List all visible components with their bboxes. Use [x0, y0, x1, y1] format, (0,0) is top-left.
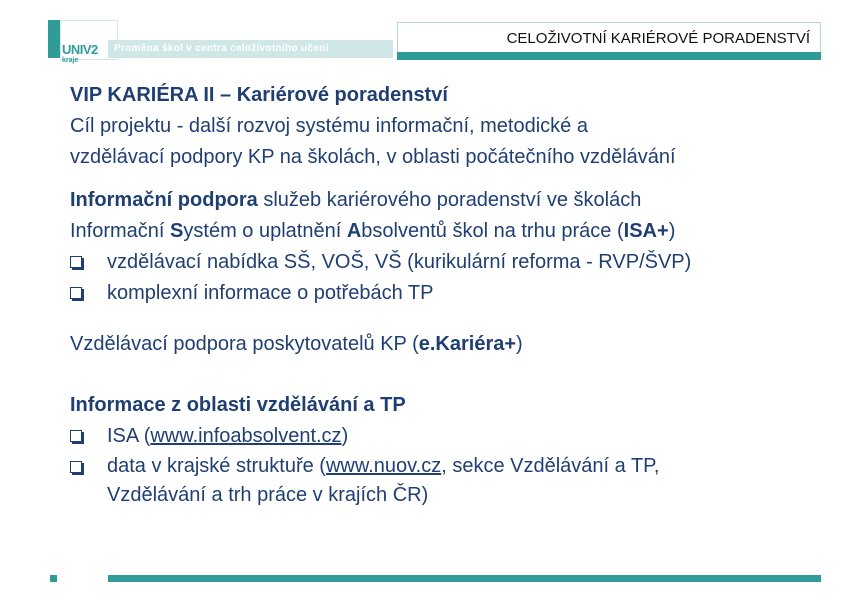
goal-line-1: Cíl projektu - další rozvoj systému informační, metodické a — [70, 115, 588, 137]
edu-support-line — [70, 329, 822, 360]
isa-part: Informační — [70, 220, 171, 242]
infoabsolvent-link[interactable]: www.infoabsolvent.cz — [150, 425, 342, 447]
bullet-item-education-offer — [70, 247, 822, 278]
isa-part: ystém o uplatnění — [183, 220, 347, 242]
checkbox-bullet-icon — [70, 430, 82, 442]
bullet-text: ISA ( — [107, 425, 151, 447]
logo-text: UNIV2 — [62, 42, 98, 57]
edu-support-text: ) — [516, 333, 523, 355]
isa-bold: A — [346, 220, 362, 242]
bullet-text: data v krajské struktuře ( — [107, 455, 326, 477]
edu-support-text: Vzdělávací podpora poskytovatelů KP ( — [70, 333, 419, 355]
slide-content — [70, 80, 822, 510]
logo-block — [48, 20, 60, 58]
isa-bold: S — [170, 220, 184, 242]
bullet-item-regional-data — [70, 452, 822, 510]
page-header-title: CELOŽIVOTNÍ KARIÉROVÉ PORADENSTVÍ — [506, 30, 810, 47]
bullet-item-labor-market-info — [70, 278, 822, 309]
checkbox-bullet-icon — [70, 287, 82, 299]
checkbox-bullet-icon — [70, 461, 82, 473]
edu-support-bold: e.Kariéra+ — [418, 333, 517, 355]
info-support-line — [70, 185, 822, 216]
bullet-text: ) — [341, 425, 349, 447]
bullet-text: , sekce Vzdělávání a TP, — [441, 455, 660, 477]
goal-line-2: vzdělávací podpory KP na školách, v oblasti počátečního vzdělávání — [70, 146, 676, 168]
checkbox-bullet-icon — [70, 256, 82, 268]
bullet-text: komplexní informace o potřebách TP — [107, 282, 434, 304]
bullet-text: Vzdělávání a trh práce v krajích ČR) — [107, 484, 429, 506]
info-heading: Informace z oblasti vzdělávání a TP — [70, 394, 406, 416]
bullet-item-isa — [70, 421, 822, 452]
nuov-link[interactable]: www.nuov.cz — [325, 455, 442, 477]
isa-part: ) — [668, 220, 676, 242]
header-accent-bar — [397, 52, 821, 60]
isa-bold: ISA+ — [623, 220, 669, 242]
footer-bar — [108, 575, 821, 582]
slide-title: VIP KARIÉRA II – Kariérové poradenství — [70, 84, 448, 106]
isa-line — [70, 216, 822, 247]
info-support-rest: služeb kariérového poradenství ve školách — [257, 189, 642, 211]
info-support-bold: Informační podpora — [70, 189, 258, 211]
logo-subtext: kraje — [62, 57, 79, 64]
tagline: Proměna škol v centra celoživotního učení — [114, 43, 329, 54]
isa-part: bsolventů škol na trhu práce ( — [361, 220, 624, 242]
bullet-text: vzdělávací nabídka SŠ, VOŠ, VŠ (kurikulární reforma - RVP/ŠVP) — [107, 251, 692, 273]
footer-square — [50, 575, 57, 582]
